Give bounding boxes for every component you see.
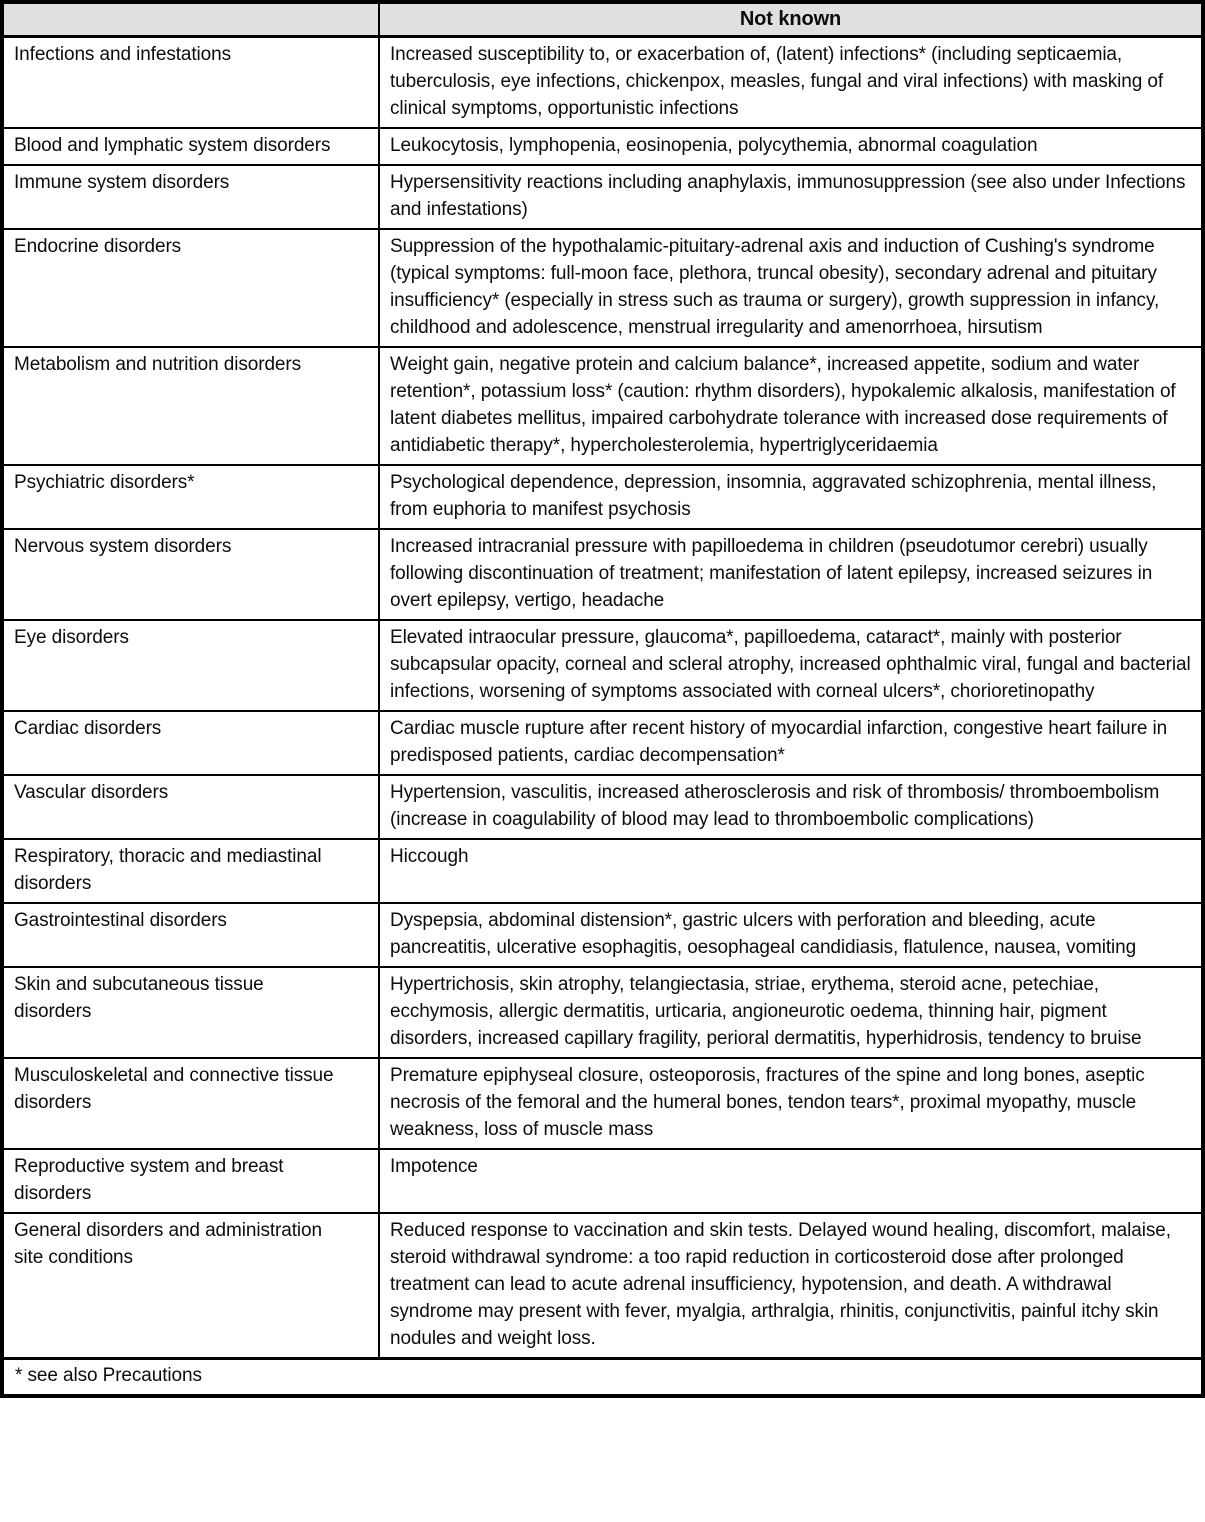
table-footer [2, 1359, 1203, 1397]
system-organ-class-cell: General disorders and administration site conditions [2, 1213, 379, 1359]
system-organ-class-cell: Vascular disorders [2, 775, 379, 839]
table-row [2, 775, 1203, 839]
table-body [2, 37, 1203, 1359]
table-row [2, 1213, 1203, 1359]
system-organ-class-cell: Eye disorders [2, 620, 379, 711]
system-organ-class-cell: Endocrine disorders [2, 229, 379, 347]
reactions-cell: Increased susceptibility to, or exacerbation of, (latent) infections* (including septicaemia, tuberculosis, eye infections, chickenpox, measles, fungal and viral infections) with masking of clinical symptoms, opportunistic infections [379, 37, 1203, 129]
reactions-cell: Hiccough [379, 839, 1203, 903]
reactions-cell: Hypersensitivity reactions including anaphylaxis, immunosuppression (see also under Infections and infestations) [379, 165, 1203, 229]
table-header [2, 2, 1203, 37]
reactions-cell: Increased intracranial pressure with papilloedema in children (pseudotumor cerebri) usually following discontinuation of treatment; manifestation of latent epilepsy, increased seizures in overt epilepsy, vertigo, headache [379, 529, 1203, 620]
system-organ-class-cell: Reproductive system and breast disorders [2, 1149, 379, 1213]
table-row [2, 839, 1203, 903]
table-row [2, 1149, 1203, 1213]
reactions-cell: Weight gain, negative protein and calcium balance*, increased appetite, sodium and water retention*, potassium loss* (caution: rhythm disorders), hypokalemic alkalosis, manifestation of latent diabetes mellitus, impaired carbohydrate tolerance with increased dose requirements of antidiabetic therapy*, hypercholesterolemia, hypertriglyceridaemia [379, 347, 1203, 465]
footnote: * see also Precautions [2, 1359, 1203, 1397]
table-row [2, 620, 1203, 711]
system-organ-class-cell: Gastrointestinal disorders [2, 903, 379, 967]
reactions-cell: Leukocytosis, lymphopenia, eosinopenia, polycythemia, abnormal coagulation [379, 128, 1203, 165]
reactions-cell: Psychological dependence, depression, insomnia, aggravated schizophrenia, mental illness, from euphoria to manifest psychosis [379, 465, 1203, 529]
system-organ-class-header [2, 2, 379, 37]
not-known-header: Not known [379, 2, 1203, 37]
table-row [2, 529, 1203, 620]
reactions-cell: Reduced response to vaccination and skin tests. Delayed wound healing, discomfort, malaise, steroid withdrawal syndrome: a too rapid reduction in corticosteroid dose after prolonged treatment can lead to acute adrenal insufficiency, hypotension, and death. A withdrawal syndrome may present with fever, myalgia, arthralgia, rhinitis, conjunctivitis, painful itchy skin nodules and weight loss. [379, 1213, 1203, 1359]
table-row [2, 465, 1203, 529]
table-row [2, 1058, 1203, 1149]
system-organ-class-cell: Blood and lymphatic system disorders [2, 128, 379, 165]
system-organ-class-cell: Infections and infestations [2, 37, 379, 129]
table-row [2, 347, 1203, 465]
reactions-cell: Hypertension, vasculitis, increased atherosclerosis and risk of thrombosis/ thromboembolism (increase in coagulability of blood may lead to thromboembolic complications) [379, 775, 1203, 839]
reactions-cell: Impotence [379, 1149, 1203, 1213]
system-organ-class-cell: Nervous system disorders [2, 529, 379, 620]
table-row [2, 967, 1203, 1058]
table-row [2, 37, 1203, 129]
reactions-cell: Elevated intraocular pressure, glaucoma*, papilloedema, cataract*, mainly with posterior subcapsular opacity, corneal and scleral atrophy, increased ophthalmic viral, fungal and bacterial infections, worsening of symptoms associated with corneal ulcers*, chorioretinopathy [379, 620, 1203, 711]
reactions-cell: Dyspepsia, abdominal distension*, gastric ulcers with perforation and bleeding, acute pancreatitis, ulcerative esophagitis, oesophageal candidiasis, flatulence, nausea, vomiting [379, 903, 1203, 967]
footnote-row [2, 1359, 1203, 1397]
table-row [2, 165, 1203, 229]
reactions-cell: Premature epiphyseal closure, osteoporosis, fractures of the spine and long bones, aseptic necrosis of the femoral and the humeral bones, tendon tears*, proximal myopathy, muscle weakness, loss of muscle mass [379, 1058, 1203, 1149]
table-row [2, 903, 1203, 967]
system-organ-class-cell: Musculoskeletal and connective tissue disorders [2, 1058, 379, 1149]
system-organ-class-cell: Metabolism and nutrition disorders [2, 347, 379, 465]
system-organ-class-cell: Skin and subcutaneous tissue disorders [2, 967, 379, 1058]
header-row [2, 2, 1203, 37]
system-organ-class-cell: Immune system disorders [2, 165, 379, 229]
system-organ-class-cell: Psychiatric disorders* [2, 465, 379, 529]
table-row [2, 711, 1203, 775]
system-organ-class-cell: Cardiac disorders [2, 711, 379, 775]
reactions-cell: Suppression of the hypothalamic-pituitary-adrenal axis and induction of Cushing's syndrome (typical symptoms: full-moon face, plethora, truncal obesity), secondary adrenal and pituitary insufficiency* (especially in stress such as trauma or surgery), growth suppression in infancy, childhood and adolescence, menstrual irregularity and amenorrhoea, hirsutism [379, 229, 1203, 347]
table-row [2, 128, 1203, 165]
reactions-cell: Hypertrichosis, skin atrophy, telangiectasia, striae, erythema, steroid acne, petechiae, ecchymosis, allergic dermatitis, urticaria, angioneurotic oedema, thinning hair, pigment disorders, increased capillary fragility, perioral dermatitis, hyperhidrosis, tendency to bruise [379, 967, 1203, 1058]
reactions-cell: Cardiac muscle rupture after recent history of myocardial infarction, congestive heart failure in predisposed patients, cardiac decompensation* [379, 711, 1203, 775]
table-row [2, 229, 1203, 347]
system-organ-class-cell: Respiratory, thoracic and mediastinal disorders [2, 839, 379, 903]
